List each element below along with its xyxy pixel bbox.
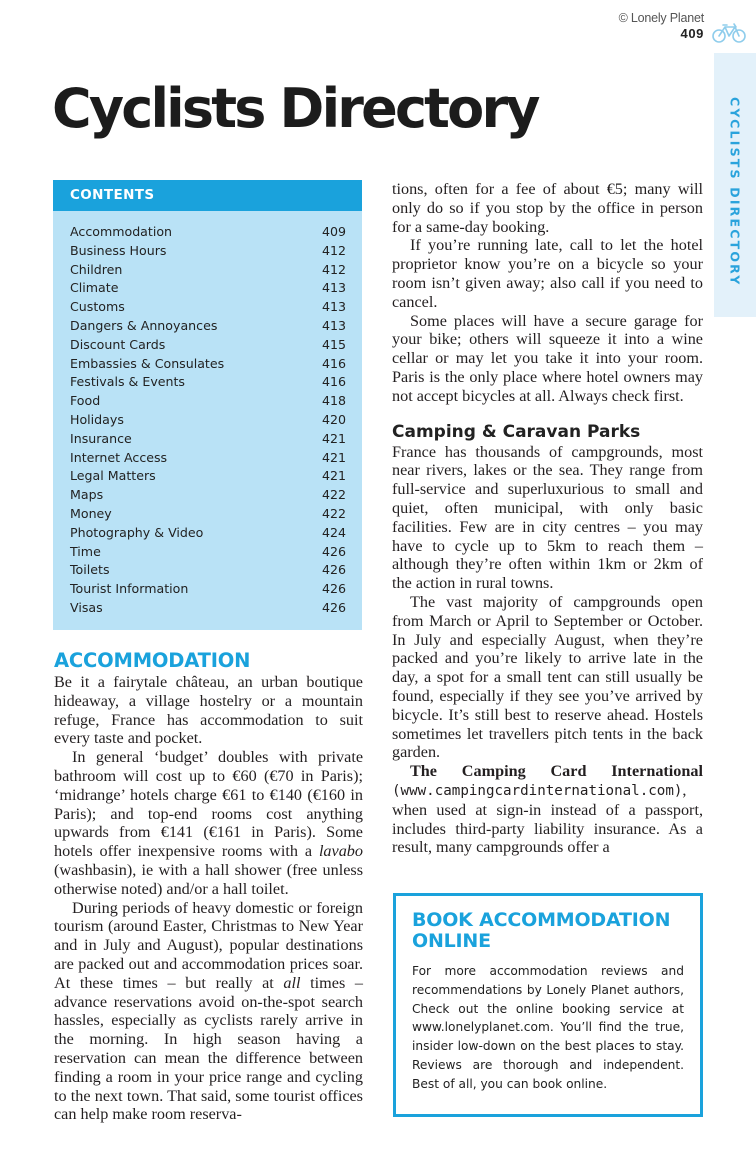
copyright-text: © Lonely Planet [618,11,704,25]
contents-item[interactable] [70,599,346,618]
page-number: 409 [680,26,704,41]
contents-item[interactable] [70,411,346,430]
contents-item-label: Money [70,505,112,521]
subheading-camping: Camping & Caravan Parks [392,421,641,442]
contents-item-page: 426 [322,562,347,578]
contents-item[interactable] [70,261,346,280]
contents-item-page: 413 [322,317,347,333]
contents-item[interactable] [70,392,346,411]
bicycle-icon [712,22,746,44]
paragraph: If you’re running late, call to let the hotel proprietor know you’re on a bicycle so your room isn’t given away; also call if you need to cancel. [392,236,703,311]
page-header [619,11,704,41]
contents-item-page: 421 [322,430,347,446]
camping-card-link[interactable]: (www.campingcardinternational.com) [392,782,683,799]
contents-item-page: 426 [322,599,347,615]
contents-item-label: Legal Matters [70,468,156,484]
paragraph: The vast majority of campgrounds open from March or April to September or October. In July and especially August, when they’re packed and you’re likely to arrive late in the day, a spot for a small tent can still usually be found, especially if they see you’ve arrived by bicycle. It’s still best to reserve ahead. Hostels sometimes let travellers pitch tents in the back garden. [392,592,703,762]
contents-item[interactable] [70,561,346,580]
paragraph: France has thousands of campgrounds, most near rivers, lakes or the sea. They range from full-service and superluxurious to small and quiet, often municipal, with only basic facilities. Few are in city centres – you may have to cycle up to 5km to reach them – although they’re often within 1km or 2km of the action in rural towns. [392,442,703,593]
contents-item-page: 422 [322,487,347,503]
page-title: Cyclists Directory [52,77,538,140]
text-run: , when used at sign-in instead of a passport, includes third-party liability insurance. As a result, many campgrounds offer a [392,780,703,857]
contents-item-label: Children [70,261,123,277]
section-heading-accommodation: ACCOMMODATION [54,649,251,672]
side-tab-label: CYCLISTS DIRECTORY [727,97,743,287]
paragraph [54,899,363,1125]
contents-item-label: Festivals & Events [70,374,185,390]
text-emphasis: lavabo [318,842,363,861]
contents-item[interactable] [70,242,346,261]
contents-item-label: Tourist Information [70,581,189,597]
contents-item-page: 413 [322,280,347,296]
booking-sidebar-box [393,893,703,1117]
contents-item-label: Embassies & Consulates [70,355,225,371]
booking-heading: BOOK ACCOMMODATION ONLINE [412,909,671,952]
contents-item-label: Maps [70,487,104,503]
contents-item[interactable] [70,467,346,486]
contents-item-page: 412 [322,261,347,277]
contents-item-label: Customs [70,299,125,315]
paragraph: Be it a fairytale château, an urban boutique hideaway, a village hostelry or a mountain refuge, France has accommodation to suit every taste and pocket. [54,673,363,748]
text-run: (washbasin), ie with a hall shower (free unless otherwise noted) and/or a hall toilet. [54,860,363,898]
contents-item-label: Holidays [70,411,124,427]
contents-item-page: 421 [322,468,347,484]
paragraph [392,762,703,857]
contents-box [53,180,362,630]
contents-item[interactable] [70,223,346,242]
paragraph: Some places will have a secure garage for your bike; others will squeeze it into a wine cellar or may let you take it into your room. Paris is the only place where hotel owners may not accept bicycles at all. Always check first. [392,311,703,405]
paragraph [54,748,363,898]
contents-item[interactable] [70,486,346,505]
contents-item-label: Time [70,543,101,559]
contents-heading: CONTENTS [53,180,362,211]
contents-list [53,211,362,618]
left-column [54,649,363,1124]
contents-item-page: 413 [322,299,347,315]
contents-item-label: Internet Access [70,449,168,465]
contents-item-label: Dangers & Annoyances [70,317,218,333]
contents-item[interactable] [70,317,346,336]
paragraph: tions, often for a fee of about €5; many will only do so if you stop by the office in person for a same-day booking. [392,180,703,236]
text-run: times – advance reservations avoid on-the-spot search hassles, especially as cyclists rarely arrive in the morning. In high season having a reservation can mean the difference between finding a room in your price range and cycling to the next town. That said, some tourist offices can help make room reserva- [54,973,363,1124]
contents-item-page: 418 [322,393,347,409]
contents-item[interactable] [70,505,346,524]
contents-item-page: 412 [322,242,347,258]
contents-item[interactable] [70,298,346,317]
contents-item-label: Food [70,393,101,409]
text-run: In general ‘budget’ doubles with private bathroom will cost up to €60 (€70 in Paris); ‘midrange’ hotels charge €61 to €140 (€160 in Paris); and top-end rooms cost anything upwards from €141 (€161 in Paris). Some hotels offer inexpensive rooms with a [54,748,363,861]
contents-item[interactable] [70,543,346,562]
text-run: During periods of heavy domestic or foreign tourism (around Easter, Christmas to New Year and in July and August), popular destinations are packed out and accommodation prices soar. At these times – but really at [54,898,363,992]
contents-item[interactable] [70,580,346,599]
contents-item[interactable] [70,449,346,468]
contents-item-page: 416 [322,374,347,390]
contents-item[interactable] [70,524,346,543]
right-column [392,180,703,857]
contents-item-page: 426 [322,543,347,559]
contents-item[interactable] [70,279,346,298]
contents-item-page: 409 [322,224,347,239]
contents-item-page: 422 [322,505,347,521]
contents-item-label: Accommodation [70,224,173,239]
contents-item-label: Business Hours [70,242,167,258]
contents-item[interactable] [70,336,346,355]
contents-item-label: Visas [70,599,103,615]
contents-item[interactable] [70,355,346,374]
contents-item-label: Insurance [70,430,132,446]
contents-item-page: 421 [322,449,347,465]
contents-item-page: 424 [322,524,347,540]
contents-item[interactable] [70,373,346,392]
text-emphasis: all [283,973,301,992]
contents-item-label: Photography & Video [70,524,204,540]
contents-item-page: 416 [322,355,347,371]
contents-item-page: 426 [322,581,347,597]
contents-item-label: Toilets [70,562,110,578]
contents-item-label: Discount Cards [70,336,166,352]
contents-item[interactable] [70,430,346,449]
text-bold: The Camping Card International [410,762,703,781]
contents-item-page: 420 [322,411,347,427]
chapter-side-tab[interactable] [714,53,756,317]
contents-item-page: 415 [322,336,347,352]
booking-text: For more accommodation reviews and recommendations by Lonely Planet authors, Check out the online booking service at www.lonelyplanet.com. You’ll find the true, insider low-down on the best places to stay. Reviews are thorough and independent. Best of all, you can book online. [412,964,684,1091]
contents-item-label: Climate [70,280,119,296]
